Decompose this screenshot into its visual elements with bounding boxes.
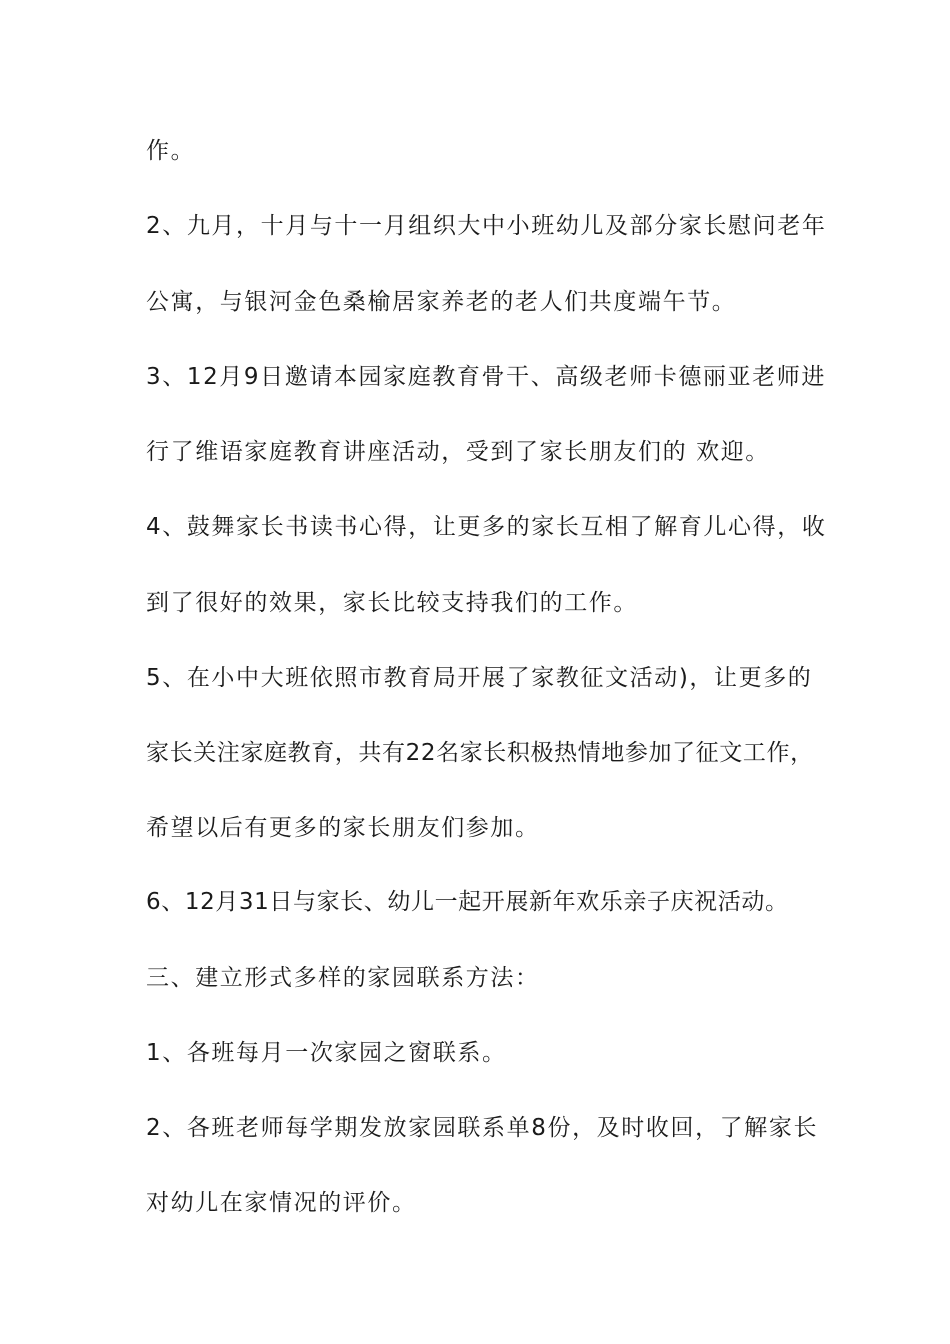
text-line: 2、各班老师每学期发放家园联系单8份，及时收回，了解家长: [146, 1115, 819, 1141]
text-line: 1、各班每月一次家园之窗联系。: [146, 1040, 507, 1066]
text-line: 到了很好的效果，家长比较支持我们的工作。: [146, 590, 638, 616]
text-line: 公寓，与银河金色桑榆居家养老的老人们共度端午节。: [146, 289, 737, 315]
text-line: 2、九月，十月与十一月组织大中小班幼儿及部分家长慰问老年: [146, 213, 827, 239]
text-line: 6、12月31日与家长、幼儿一起开展新年欢乐亲子庆祝活动。: [146, 889, 789, 915]
text-line: 5、在小中大班依照市教育局开展了家教征文活动)，让更多的: [146, 665, 813, 691]
text-line: 行了维语家庭教育讲座活动，受到了家长朋友们的 欢迎。: [146, 439, 770, 465]
text-line: 希望以后有更多的家长朋友们参加。: [146, 815, 540, 841]
text-line: 作。: [146, 138, 196, 164]
section-heading: 三、建立形式多样的家园联系方法：: [146, 965, 540, 991]
text-line: 4、鼓舞家长书读书心得，让更多的家长互相了解育儿心得，收: [146, 514, 827, 540]
text-line: 对幼儿在家情况的评价。: [146, 1190, 417, 1216]
text-line: 家长关注家庭教育，共有22名家长积极热情地参加了征文工作，: [146, 740, 814, 766]
text-line: 3、12月9日邀请本园家庭教育骨干、高级老师卡德丽亚老师进: [146, 364, 826, 390]
